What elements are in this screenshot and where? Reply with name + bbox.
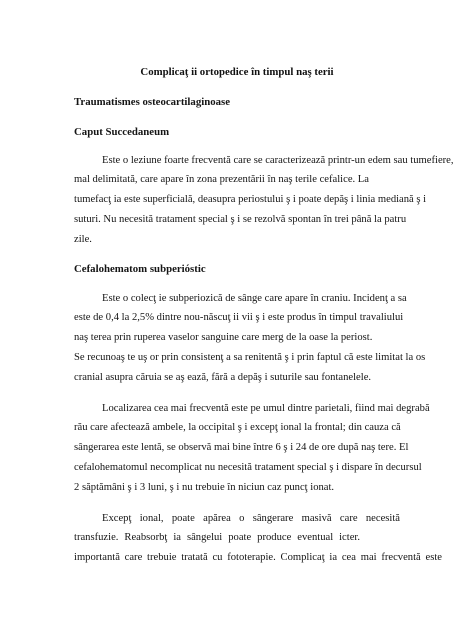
paragraph-line: cranial asupra căruia se aş ează, fără a depăş i suturile sau fontanelele.	[74, 372, 372, 383]
paragraph-line: naş terea prin ruperea vaselor sanguine care merg de la oase la periost.	[74, 332, 373, 343]
paragraph-line: sângerarea este lentă, se observă mai bine între 6 ş i 24 de ore după naş tere. El	[74, 442, 409, 453]
paragraph-line: tumefacţ ia este superficială, deasupra periostului ş i poate depăş i linia mediană ş i	[74, 194, 427, 205]
paragraph-line: Este o colecţ ie subperiozică de sânge care apare în craniu. Incidenţ a sa	[102, 293, 407, 304]
paragraph-line: 2 săptămâni ş i 3 luni, ş i nu trebuie în niciun caz puncţ ionat.	[74, 482, 335, 493]
document-title: Complicaţ ii ortopedice în timpul naş terii	[140, 66, 334, 78]
subsection-heading-caput: Caput Succedaneum	[74, 126, 170, 138]
paragraph-line: zile.	[74, 234, 92, 245]
paragraph-line: este de 0,4 la 2,5% dintre nou-născuţ ii vii ş i este produs în timpul travaliului	[74, 312, 404, 323]
paragraph-line: Este o leziune foarte frecventă care se caracterizează printr-un edem sau tumefiere,	[102, 155, 454, 166]
section-heading: Traumatismes osteocartilaginoase	[74, 96, 231, 108]
paragraph-line: mal delimitată, care apare în zona prezentării în naş terile cefalice. La	[74, 174, 369, 185]
paragraph-line: suturi. Nu necesită tratament special ş i se rezolvă spontan în trei până la patru	[74, 214, 407, 225]
paragraph-line: importantă care trebuie tratată cu fototerapie. Complicaţ ia cea mai frecventă este	[74, 552, 442, 563]
paragraph-line: cefalohematomul necomplicat nu necesită tratament special ş i dispare în decursul	[74, 462, 422, 473]
paragraph-line: rău care afectează ambele, la occipital ş i excepţ ional la frontal; din cauza că	[74, 422, 401, 433]
paragraph-line: Excepţ ional, poate apărea o sângerare masivă care necesită	[102, 513, 400, 524]
paragraph-line: transfuzie. Reabsorbţ ia sângelui poate produce eventual icter.	[74, 532, 360, 543]
subsection-heading-cefalohematom: Cefalohematom subperióstic	[74, 263, 206, 275]
paragraph-line: Localizarea cea mai frecventă este pe umul dintre parietali, fiind mai degrabă	[102, 403, 430, 414]
paragraph-line: Se recunoaş te uş or prin consistenţ a sa renitentă ş i prin faptul că este limitat la os	[74, 352, 426, 363]
